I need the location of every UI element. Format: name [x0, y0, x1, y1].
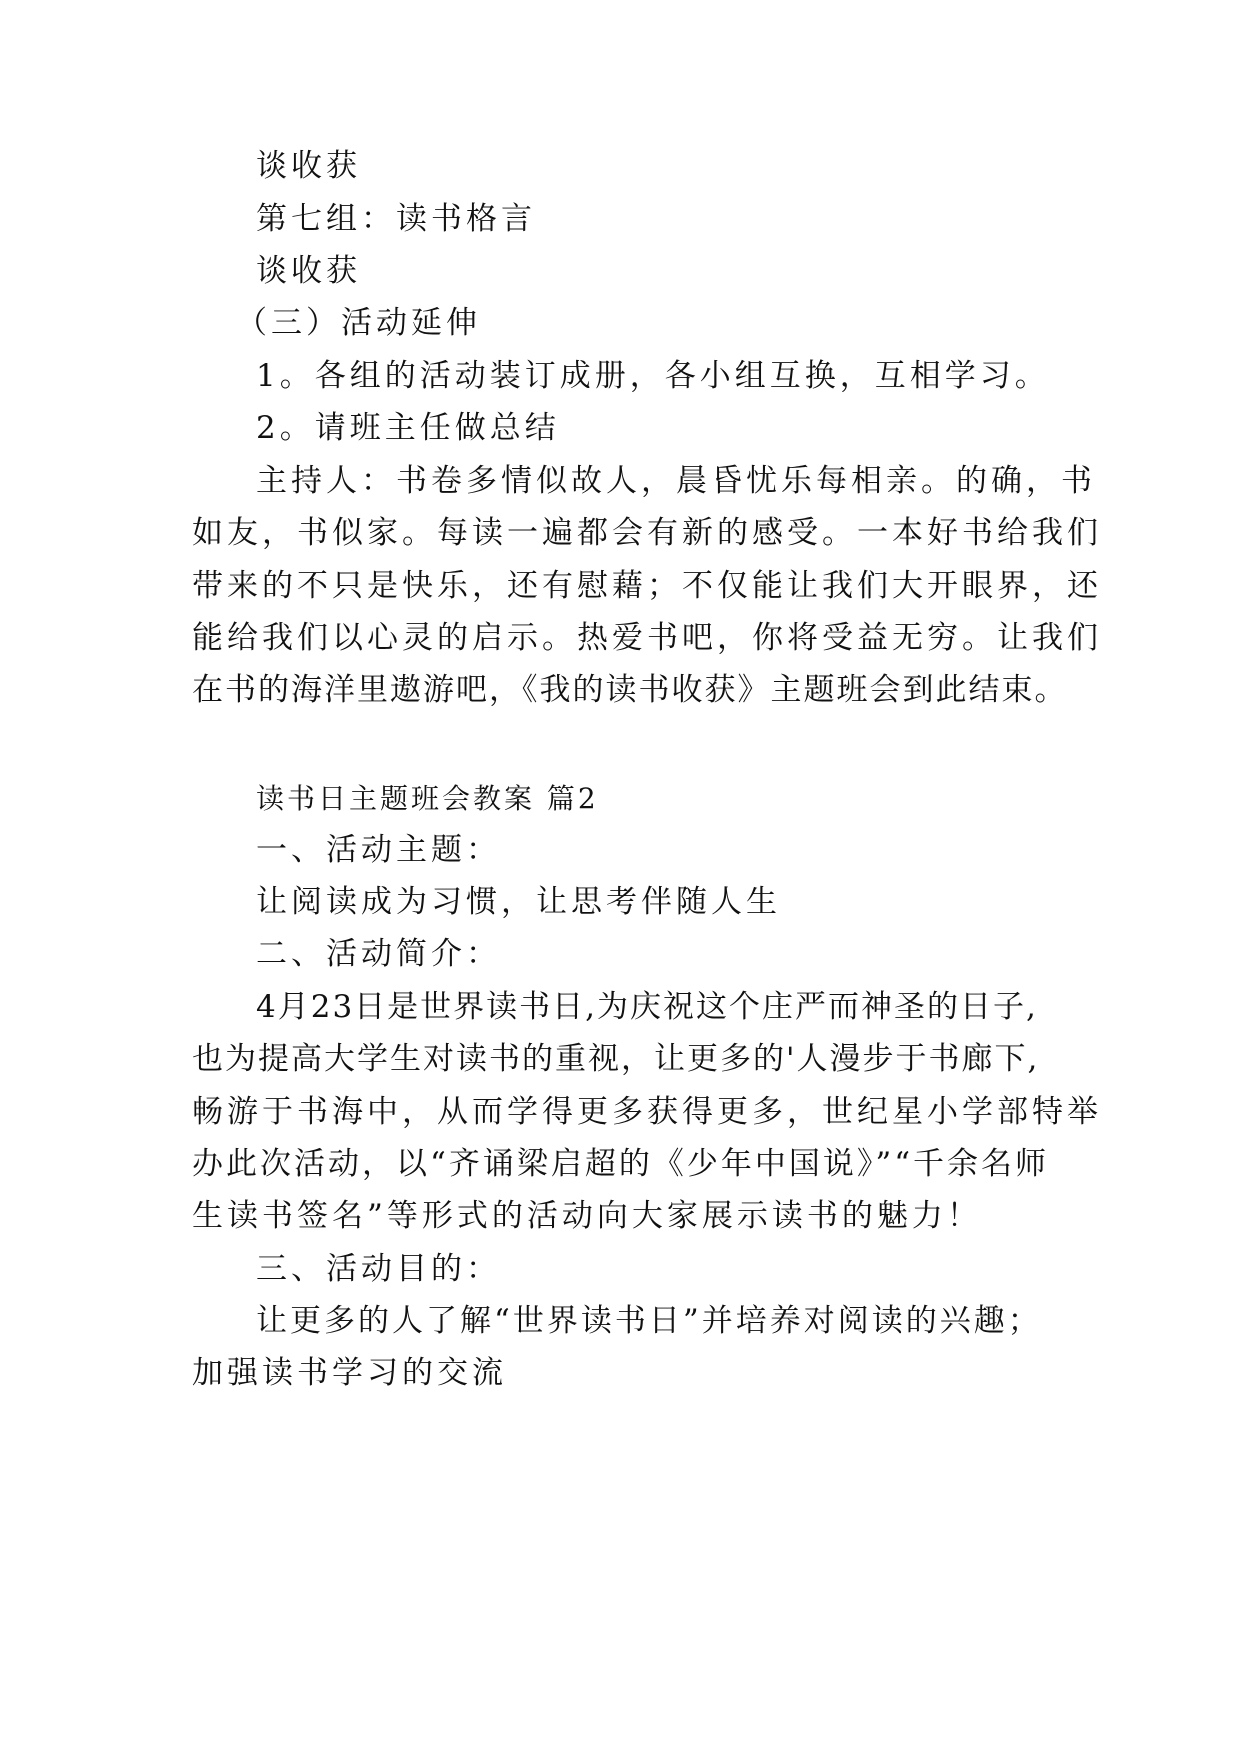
section-title: 读书日主题班会教案 篇2 [256, 782, 599, 815]
paragraph-line: 带来的不只是快乐，还有慰藉；不仅能让我们大开眼界，还 [192, 568, 1102, 604]
paragraph-line: 让更多的人了解“世界读书日”并培养对阅读的兴趣； [256, 1303, 1042, 1339]
text-line: 让阅读成为习惯，让思考伴随人生 [256, 884, 781, 920]
paragraph-line: 办此次活动，以“齐诵梁启超的《少年中国说》”“千余名师 [192, 1146, 1050, 1182]
text-line: 第七组：读书格言 [256, 201, 536, 237]
paragraph-line: 加强读书学习的交流 [192, 1355, 507, 1391]
subheading: （三）活动延伸 [236, 305, 481, 341]
text-line: 谈收获 [256, 253, 361, 289]
paragraph-line: 如友，书似家。每读一遍都会有新的感受。一本好书给我们 [192, 515, 1102, 551]
heading: 三、活动目的： [256, 1251, 501, 1287]
paragraph-line: 能给我们以心灵的启示。热爱书吧，你将受益无穷。让我们 [192, 620, 1102, 656]
paragraph-line: 在书的海洋里遨游吧，《我的读书收获》主题班会到此结束。 [192, 672, 1068, 708]
text-line: 谈收获 [256, 148, 361, 184]
list-item: 2。请班主任做总结 [256, 410, 560, 446]
paragraph-line: 主持人：书卷多情似故人，晨昏忧乐每相亲。的确，书 [256, 463, 1096, 499]
paragraph-line: 畅游于书海中，从而学得更多获得更多，世纪星小学部特举 [192, 1094, 1102, 1130]
paragraph-line: 生读书签名”等形式的活动向大家展示读书的魅力！ [192, 1198, 982, 1234]
heading: 二、活动简介： [256, 936, 501, 972]
paragraph-line: 4月23日是世界读书日,为庆祝这个庄严而神圣的日子, [256, 989, 1038, 1025]
paragraph-line: 也为提高大学生对读书的重视，让更多的'人漫步于书廊下, [192, 1041, 1040, 1077]
heading: 一、活动主题： [256, 832, 501, 868]
list-item: 1。各组的活动装订成册，各小组互换，互相学习。 [256, 358, 1050, 394]
